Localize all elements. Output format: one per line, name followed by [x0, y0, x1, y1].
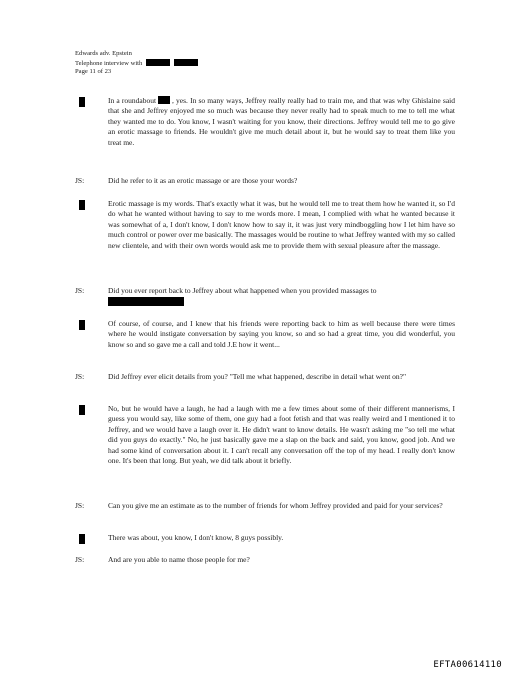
- speech-fragment: , yes. In so many ways, Jeffrey really really had to train me, and that was why Ghislaine said that she and Jeffrey enjoyed me so much was because they never really had to speak much to me to tell me what they wanted me to do. You know, I wasn't waiting for you know, their directions. Jeffrey would tell me to go give an erotic massage to friends. He wouldn't give me much detail about it, but he would say to treat them like you treat me.: [108, 96, 455, 147]
- redaction-box: [146, 59, 170, 66]
- page-number: Page 11 of 23: [75, 68, 112, 76]
- transcript-entry: [75, 372, 455, 382]
- bates-number: EFTA00614110: [433, 660, 502, 670]
- transcript-entry: [75, 404, 455, 466]
- speech-text: No, but he would have a laugh, he had a laugh with me a few times about some of their different mannerisms, I guess you would say, like some of them, one guy had a foot fetish and that was really weird and I mentioned it to Jeffrey, and we would have a laugh over it. He didn't want to know details. He wasn't asking me "so tell me what did you guys do exactly." No, he just basically gave me a slap on the back and said, you know, good job. And we had some kind of conversation about it. I can't recall any conversation off the top of my head. I really don't know one. It's been that long. But yeah, we did talk about it briefly.: [108, 404, 455, 466]
- speech-text: And are you able to name those people for me?: [108, 555, 250, 564]
- transcript-entry: [75, 533, 455, 543]
- redaction-box: [174, 59, 198, 66]
- transcript-entry: [75, 501, 455, 511]
- speaker-label: JS:: [75, 176, 85, 185]
- interview-line: [75, 59, 198, 69]
- speaker-label: JS:: [75, 555, 85, 564]
- interview-label: Telephone interview with: [75, 59, 143, 67]
- document-header: [75, 50, 198, 77]
- speaker-label: JS:: [75, 501, 85, 510]
- speech-text: Did Jeffrey ever elicit details from you? "Tell me what happened, describe in detail what went on?": [108, 372, 407, 381]
- redaction-box: [79, 534, 85, 544]
- transcript-entry: [75, 319, 455, 350]
- redaction-box: [79, 405, 85, 415]
- redaction-box: [158, 96, 170, 104]
- redaction-box: [79, 97, 85, 107]
- speech-text: Did he refer to it as an erotic massage or are those your words?: [108, 176, 298, 185]
- speech-fragment: In a roundabout: [108, 96, 157, 105]
- speech-text: Can you give me an estimate as to the number of friends for whom Jeffrey provided and paid for your services?: [108, 501, 443, 510]
- transcript-entry: [75, 176, 455, 186]
- transcript-entry: [75, 555, 455, 565]
- speech-text: There was about, you know, I don't know, 8 guys possibly.: [108, 533, 284, 542]
- speech-text: Erotic massage is my words. That's exactly what it was, but he would tell me to treat them how he wanted it, so I'd do what he wanted without having to say to me words more. I mean, I complied with what he wanted because it was somewhat of a, I don't know, I don't know how to say it, it was just very mindboggling how I let him have so much control or power over me basically. The massages would be routine to what Jeffrey wanted with my so called new clientele, and with their own words would ask me to provide them with sexual pleasure after the massage.: [108, 199, 455, 250]
- transcript-entry: [75, 199, 455, 251]
- redaction-box: [79, 200, 85, 210]
- speaker-label: JS:: [75, 286, 85, 295]
- speech-fragment: Did you ever report back to Jeffrey about what happened when you provided massages to: [108, 286, 377, 295]
- speaker-label: JS:: [75, 372, 85, 381]
- case-caption: Edwards adv. Epstein: [75, 50, 132, 57]
- speech-text: [108, 96, 455, 148]
- speech-text: Of course, of course, and I knew that his friends were reporting back to him as well because there were times where he would instigate conversation by saying you know, so and so had a great time, you did wonderful, you know so and so gave me a call and told J.E how it went...: [108, 319, 455, 349]
- redaction-box: [108, 297, 184, 306]
- transcript-entry: [75, 286, 455, 306]
- transcript-entry: [75, 96, 455, 148]
- speech-text: [108, 286, 455, 306]
- redaction-box: [79, 320, 85, 330]
